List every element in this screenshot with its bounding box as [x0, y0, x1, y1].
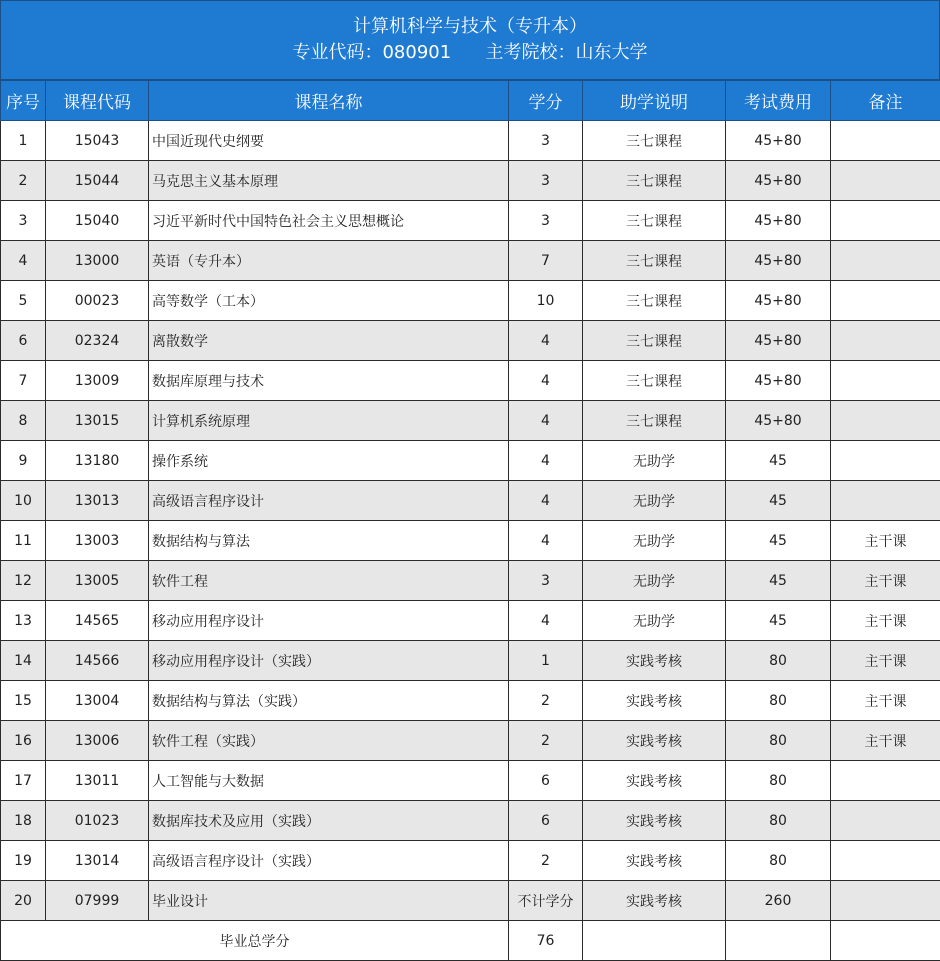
- table-header-row: [1, 81, 940, 121]
- exam-fee-cell: 80: [726, 841, 831, 881]
- exam-fee-cell: 45+80: [726, 281, 831, 321]
- table-row: [1, 801, 940, 841]
- table-row: [1, 521, 940, 561]
- course-name-cell: 数据库原理与技术: [149, 361, 509, 401]
- exam-fee-cell: 45+80: [726, 321, 831, 361]
- table-row: [1, 201, 940, 241]
- assist-note-cell: 无助学: [583, 521, 726, 561]
- remark-cell: [831, 761, 940, 801]
- row-number-cell: 15: [1, 681, 46, 721]
- course-code-cell: 13014: [46, 841, 149, 881]
- course-code-cell: 13180: [46, 441, 149, 481]
- assist-note-cell: 实践考核: [583, 841, 726, 881]
- credit-cell: 2: [509, 681, 583, 721]
- course-name-cell: 软件工程（实践）: [149, 721, 509, 761]
- course-name-cell: 高等数学（工本）: [149, 281, 509, 321]
- row-number-cell: 20: [1, 881, 46, 921]
- credit-cell: 3: [509, 561, 583, 601]
- table-row: [1, 281, 940, 321]
- exam-fee-cell: 45+80: [726, 361, 831, 401]
- exam-fee-cell: 80: [726, 681, 831, 721]
- table-row: [1, 361, 940, 401]
- course-code-cell: 13015: [46, 401, 149, 441]
- assist-note-cell: 实践考核: [583, 681, 726, 721]
- remark-cell: [831, 481, 940, 521]
- course-name-cell: 马克思主义基本原理: [149, 161, 509, 201]
- credit-cell: 1: [509, 641, 583, 681]
- course-name-cell: 移动应用程序设计: [149, 601, 509, 641]
- assist-note-cell: 实践考核: [583, 721, 726, 761]
- course-code-cell: 13004: [46, 681, 149, 721]
- assist-note-cell: 无助学: [583, 561, 726, 601]
- course-name-cell: 高级语言程序设计: [149, 481, 509, 521]
- exam-fee-cell: 45+80: [726, 121, 831, 161]
- assist-note-cell: 实践考核: [583, 881, 726, 921]
- exam-fee-cell: 80: [726, 801, 831, 841]
- table-row: [1, 681, 940, 721]
- credit-cell: 4: [509, 521, 583, 561]
- remark-cell: [831, 841, 940, 881]
- remark-cell: [831, 121, 940, 161]
- total-empty-cell: [831, 921, 940, 961]
- exam-fee-cell: 45: [726, 601, 831, 641]
- table-row: [1, 721, 940, 761]
- row-number-cell: 19: [1, 841, 46, 881]
- row-number-cell: 13: [1, 601, 46, 641]
- table-row: [1, 121, 940, 161]
- column-header-name: 课程名称: [149, 81, 509, 121]
- column-header-no: 序号: [1, 81, 46, 121]
- remark-cell: 主干课: [831, 641, 940, 681]
- assist-note-cell: 三七课程: [583, 161, 726, 201]
- credit-cell: 2: [509, 841, 583, 881]
- course-code-cell: 13000: [46, 241, 149, 281]
- column-header-note: 备注: [831, 81, 940, 121]
- row-number-cell: 17: [1, 761, 46, 801]
- course-code-cell: 15043: [46, 121, 149, 161]
- row-number-cell: 3: [1, 201, 46, 241]
- remark-cell: 主干课: [831, 561, 940, 601]
- remark-cell: [831, 401, 940, 441]
- course-name-cell: 软件工程: [149, 561, 509, 601]
- exam-fee-cell: 45: [726, 521, 831, 561]
- row-number-cell: 8: [1, 401, 46, 441]
- table-row: [1, 441, 940, 481]
- exam-fee-cell: 80: [726, 761, 831, 801]
- row-number-cell: 18: [1, 801, 46, 841]
- page-subtitle: 专业代码：080901 主考院校：山东大学: [292, 42, 648, 63]
- title-banner: [0, 0, 940, 80]
- course-name-cell: 英语（专升本）: [149, 241, 509, 281]
- credit-cell: 6: [509, 801, 583, 841]
- course-code-cell: 13003: [46, 521, 149, 561]
- column-header-credit: 学分: [509, 81, 583, 121]
- assist-note-cell: 三七课程: [583, 361, 726, 401]
- row-number-cell: 1: [1, 121, 46, 161]
- course-table: [0, 80, 940, 961]
- exam-fee-cell: 45+80: [726, 241, 831, 281]
- row-number-cell: 9: [1, 441, 46, 481]
- total-credit: 76: [509, 921, 583, 961]
- column-header-code: 课程代码: [46, 81, 149, 121]
- remark-cell: 主干课: [831, 681, 940, 721]
- table-row: [1, 241, 940, 281]
- credit-cell: 3: [509, 201, 583, 241]
- remark-cell: 主干课: [831, 601, 940, 641]
- credit-cell: 4: [509, 321, 583, 361]
- credit-cell: 4: [509, 441, 583, 481]
- total-row: [1, 921, 940, 961]
- course-code-cell: 14566: [46, 641, 149, 681]
- row-number-cell: 5: [1, 281, 46, 321]
- table-row: [1, 321, 940, 361]
- column-header-assist: 助学说明: [583, 81, 726, 121]
- remark-cell: [831, 201, 940, 241]
- course-name-cell: 高级语言程序设计（实践）: [149, 841, 509, 881]
- credit-cell: 3: [509, 161, 583, 201]
- row-number-cell: 11: [1, 521, 46, 561]
- remark-cell: [831, 161, 940, 201]
- assist-note-cell: 无助学: [583, 481, 726, 521]
- assist-note-cell: 三七课程: [583, 201, 726, 241]
- table-row: [1, 641, 940, 681]
- remark-cell: [831, 441, 940, 481]
- course-code-cell: 14565: [46, 601, 149, 641]
- table-row: [1, 161, 940, 201]
- exam-fee-cell: 45: [726, 481, 831, 521]
- credit-cell: 6: [509, 761, 583, 801]
- remark-cell: [831, 801, 940, 841]
- credit-cell: 7: [509, 241, 583, 281]
- course-code-cell: 15044: [46, 161, 149, 201]
- table-row: [1, 761, 940, 801]
- assist-note-cell: 三七课程: [583, 241, 726, 281]
- remark-cell: [831, 321, 940, 361]
- credit-cell: 4: [509, 361, 583, 401]
- course-code-cell: 02324: [46, 321, 149, 361]
- remark-cell: [831, 881, 940, 921]
- credit-cell: 4: [509, 601, 583, 641]
- table-row: [1, 881, 940, 921]
- table-row: [1, 481, 940, 521]
- assist-note-cell: 三七课程: [583, 401, 726, 441]
- remark-cell: [831, 361, 940, 401]
- assist-note-cell: 实践考核: [583, 801, 726, 841]
- course-name-cell: 计算机系统原理: [149, 401, 509, 441]
- course-name-cell: 操作系统: [149, 441, 509, 481]
- assist-note-cell: 无助学: [583, 601, 726, 641]
- exam-fee-cell: 45: [726, 561, 831, 601]
- course-name-cell: 毕业设计: [149, 881, 509, 921]
- course-name-cell: 数据库技术及应用（实践）: [149, 801, 509, 841]
- course-code-cell: 13009: [46, 361, 149, 401]
- course-name-cell: 中国近现代史纲要: [149, 121, 509, 161]
- assist-note-cell: 实践考核: [583, 641, 726, 681]
- credit-cell: 4: [509, 481, 583, 521]
- exam-fee-cell: 260: [726, 881, 831, 921]
- row-number-cell: 16: [1, 721, 46, 761]
- table-row: [1, 601, 940, 641]
- credit-cell: 3: [509, 121, 583, 161]
- assist-note-cell: 无助学: [583, 441, 726, 481]
- course-code-cell: 00023: [46, 281, 149, 321]
- course-name-cell: 数据结构与算法: [149, 521, 509, 561]
- course-code-cell: 13006: [46, 721, 149, 761]
- course-name-cell: 离散数学: [149, 321, 509, 361]
- credit-cell: 10: [509, 281, 583, 321]
- course-name-cell: 移动应用程序设计（实践）: [149, 641, 509, 681]
- exam-fee-cell: 80: [726, 641, 831, 681]
- course-table-body: [1, 121, 940, 921]
- total-label: 毕业总学分: [1, 921, 509, 961]
- column-header-fee: 考试费用: [726, 81, 831, 121]
- course-code-cell: 13005: [46, 561, 149, 601]
- course-code-cell: 15040: [46, 201, 149, 241]
- exam-fee-cell: 45+80: [726, 161, 831, 201]
- course-code-cell: 01023: [46, 801, 149, 841]
- row-number-cell: 10: [1, 481, 46, 521]
- credit-cell: 4: [509, 401, 583, 441]
- remark-cell: [831, 241, 940, 281]
- row-number-cell: 2: [1, 161, 46, 201]
- row-number-cell: 7: [1, 361, 46, 401]
- total-empty-cell: [726, 921, 831, 961]
- remark-cell: 主干课: [831, 721, 940, 761]
- table-row: [1, 401, 940, 441]
- assist-note-cell: 三七课程: [583, 281, 726, 321]
- row-number-cell: 6: [1, 321, 46, 361]
- exam-fee-cell: 45: [726, 441, 831, 481]
- course-code-cell: 13011: [46, 761, 149, 801]
- assist-note-cell: 实践考核: [583, 761, 726, 801]
- row-number-cell: 14: [1, 641, 46, 681]
- exam-fee-cell: 45+80: [726, 401, 831, 441]
- credit-cell: 不计学分: [509, 881, 583, 921]
- course-code-cell: 13013: [46, 481, 149, 521]
- course-code-cell: 07999: [46, 881, 149, 921]
- assist-note-cell: 三七课程: [583, 121, 726, 161]
- remark-cell: 主干课: [831, 521, 940, 561]
- remark-cell: [831, 281, 940, 321]
- table-row: [1, 841, 940, 881]
- exam-fee-cell: 80: [726, 721, 831, 761]
- page-title: 计算机科学与技术（专升本）: [353, 16, 587, 37]
- row-number-cell: 4: [1, 241, 46, 281]
- course-name-cell: 习近平新时代中国特色社会主义思想概论: [149, 201, 509, 241]
- course-name-cell: 数据结构与算法（实践）: [149, 681, 509, 721]
- row-number-cell: 12: [1, 561, 46, 601]
- course-name-cell: 人工智能与大数据: [149, 761, 509, 801]
- total-empty-cell: [583, 921, 726, 961]
- credit-cell: 2: [509, 721, 583, 761]
- exam-fee-cell: 45+80: [726, 201, 831, 241]
- assist-note-cell: 三七课程: [583, 321, 726, 361]
- table-row: [1, 561, 940, 601]
